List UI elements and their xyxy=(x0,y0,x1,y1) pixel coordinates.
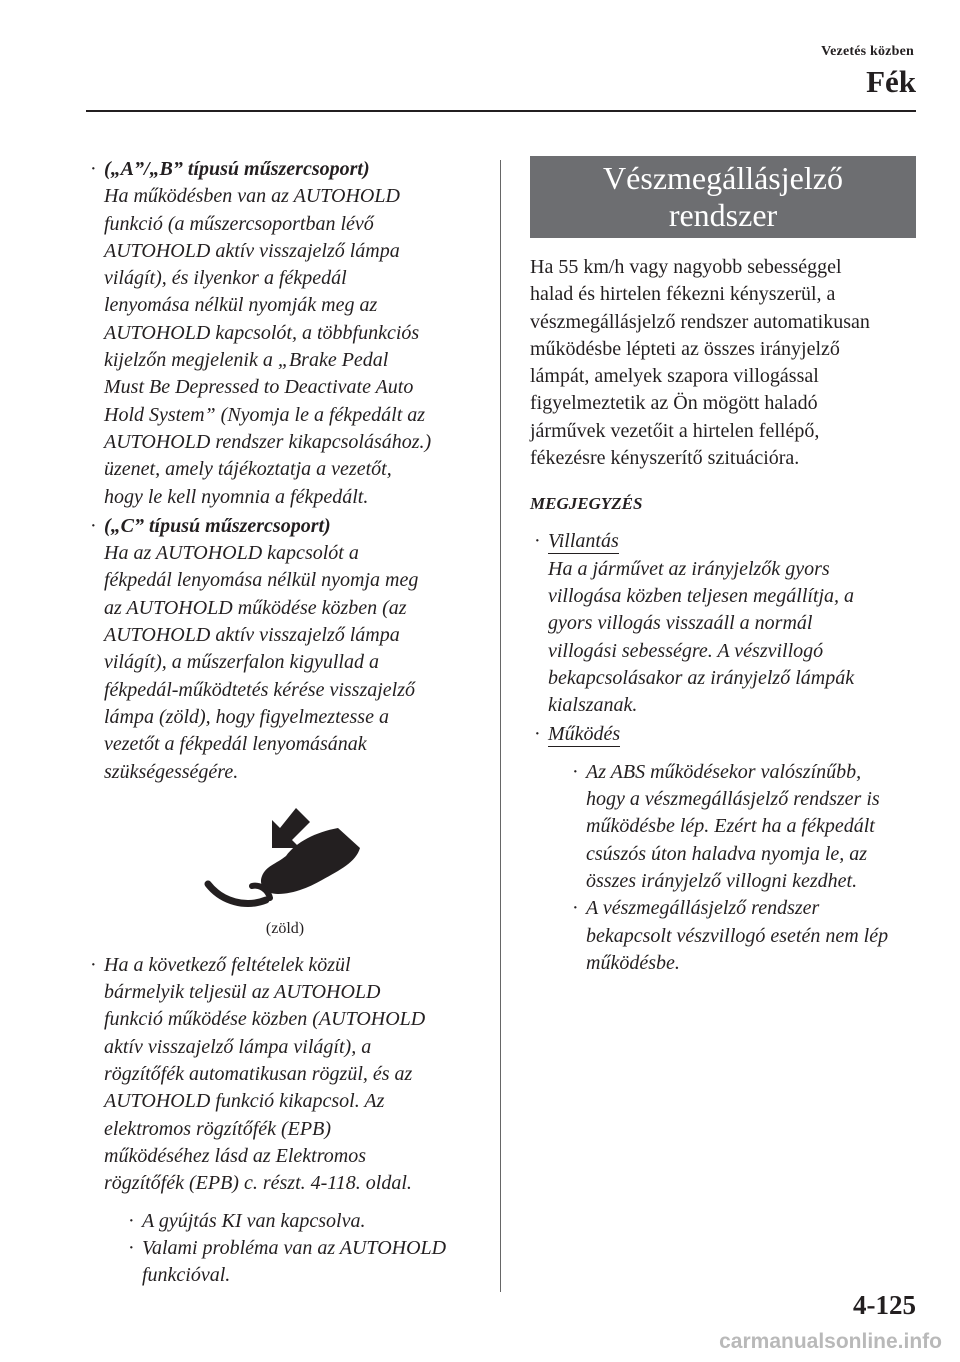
text-line: üzenet, amely tájékoztatja a vezetőt, xyxy=(104,458,392,481)
section-banner xyxy=(530,156,916,238)
bullet-dot: · xyxy=(128,1236,135,1259)
text-line: fékezésre kényszerítő szituációra. xyxy=(530,447,800,470)
text-line: Must Be Depressed to Deactivate Auto xyxy=(104,376,414,399)
note-item-villantas xyxy=(530,528,918,719)
bullet-item-conditions xyxy=(86,952,484,1290)
bullet-dot: · xyxy=(534,530,541,553)
text-line: AUTOHOLD kapcsolót, a többfunkciós xyxy=(104,321,420,344)
note-list xyxy=(530,528,918,977)
banner-line: Vészmegállásjelző xyxy=(603,160,843,196)
brake-pedal-figure xyxy=(86,804,484,938)
text-line: csúszós úton haladva nyomja le, az xyxy=(586,842,868,865)
text-line: Az ABS működésekor valószínűbb, xyxy=(586,760,862,783)
text-line: elektromos rögzítőfék (EPB) xyxy=(104,1117,331,1140)
sub-list xyxy=(104,1208,484,1290)
text-line: rögzítőfék automatikusan rögzül, és az xyxy=(104,1063,413,1086)
text-line: vészmegállásjelző rendszer automatikusan xyxy=(530,310,870,333)
text-line: funkció (a műszercsoportban lévő xyxy=(104,212,374,235)
brake-pedal-foot-icon xyxy=(200,804,370,916)
text-line: kijelzőn megjelenik a „Brake Pedal xyxy=(104,349,389,372)
bullet-dot: · xyxy=(128,1209,135,1232)
text-line: lenyomása nélkül nyomják meg az xyxy=(104,294,378,317)
text-line: Ha a következő feltételek közül xyxy=(104,953,351,976)
text-line: A gyújtás KI van kapcsolva. xyxy=(142,1209,366,1232)
page-number: 4-125 xyxy=(853,1290,916,1320)
header-divider xyxy=(86,110,916,112)
text-line: halad és hirtelen fékezni kényszerül, a xyxy=(530,283,836,306)
text-line: A vészmegállásjelző rendszer xyxy=(586,897,820,920)
text-line: szükségességére. xyxy=(104,760,239,783)
section-title: Vezetés közben xyxy=(821,44,914,59)
text-line: működésbe lép. Ezért ha a fékpedált xyxy=(586,815,875,838)
column-divider xyxy=(500,160,501,1292)
text-line: az AUTOHOLD működése közben (az xyxy=(104,596,407,619)
text-line: Ha 55 km/h vagy nagyobb sebességgel xyxy=(530,256,842,278)
text-line: villogása közben teljesen megállítja, a xyxy=(548,584,855,607)
text-line: Ha működésben van az AUTOHOLD xyxy=(104,185,400,208)
note-title: Működés xyxy=(548,723,621,746)
text-line: működésbe lépteti az összes irányjelző xyxy=(530,337,840,360)
text-line: AUTOHOLD aktív visszajelző lámpa xyxy=(104,624,400,647)
text-line: hogy le kell nyomnia a fékpedált. xyxy=(104,485,369,508)
text-line: járművek vezetőit a hirtelen fellépő, xyxy=(530,419,820,442)
sub-bullet-item xyxy=(124,1208,484,1235)
text-line: működésbe. xyxy=(586,951,680,974)
sub-bullet-item xyxy=(124,1235,484,1290)
text-line: funkció működése közben (AUTOHOLD xyxy=(104,1008,426,1031)
bullet-dot: · xyxy=(90,158,97,180)
banner-line: rendszer xyxy=(668,197,778,233)
sub-bullet-item xyxy=(568,895,918,977)
text-line: Ha a járművet az irányjelzők gyors xyxy=(548,557,830,580)
bullet-dot: · xyxy=(90,514,97,537)
text-line: összes irányjelző villogni kezdhet. xyxy=(586,869,858,892)
note-heading: MEGJEGYZÉS xyxy=(530,494,643,514)
bullet-dot: · xyxy=(572,897,579,920)
text-line: Ha az AUTOHOLD kapcsolót a xyxy=(104,542,359,565)
text-line: bármelyik teljesül az AUTOHOLD xyxy=(104,981,381,1004)
text-line: bekapcsolt vészvillogó esetén nem lép xyxy=(586,924,889,947)
text-line: gyors villogás visszaáll a normál xyxy=(548,612,813,635)
text-line: aktív visszajelző lámpa világít), a xyxy=(104,1035,372,1058)
sub-list xyxy=(548,759,918,977)
text-line: fékpedál lenyomása nélkül nyomja meg xyxy=(104,569,419,592)
text-line: rögzítőfék (EPB) c. részt. 4-118. oldal. xyxy=(104,1172,412,1195)
bullet-title: („C” típusú műszercsoport) xyxy=(104,514,331,537)
text-line: vezetőt a fékpedál lenyomásának xyxy=(104,733,367,756)
bullet-title: („A”/„B” típusú műszercsoport) xyxy=(104,158,370,180)
text-line: funkcióval. xyxy=(142,1264,231,1287)
intro-paragraph xyxy=(530,254,918,472)
text-line: hogy a vészmegállásjelző rendszer is xyxy=(586,788,880,811)
page-title: Fék xyxy=(866,64,916,99)
text-line: lámpát, amelyek szapora villogással xyxy=(530,365,819,388)
note-item-mukodes xyxy=(530,721,918,977)
sub-bullet-item xyxy=(568,759,918,895)
bullet-dot: · xyxy=(572,760,579,783)
bullet-dot: · xyxy=(534,723,541,746)
text-line: világít), és ilyenkor a fékpedál xyxy=(104,267,347,290)
text-line: bekapcsolásakor az irányjelző lámpák xyxy=(548,666,855,689)
bullet-dot: · xyxy=(90,953,97,976)
note-title: Villantás xyxy=(548,530,619,553)
text-line: lámpa (zöld), hogy figyelmeztesse a xyxy=(104,705,389,728)
text-line: világít), a műszerfalon kigyullad a xyxy=(104,651,379,674)
text-line: Hold System” (Nyomja le a fékpedált az xyxy=(104,403,426,426)
text-line: AUTOHOLD aktív visszajelző lámpa xyxy=(104,239,400,262)
text-line: AUTOHOLD rendszer kikapcsolásához.) xyxy=(104,430,432,453)
bullet-item-cluster-ab xyxy=(86,156,484,511)
text-line: figyelmeztetik az Ön mögött haladó xyxy=(530,392,818,415)
figure-caption: (zöld) xyxy=(265,919,305,937)
text-line: kialszanak. xyxy=(548,694,638,717)
text-line: villogási sebességre. A vészvillogó xyxy=(548,639,824,662)
text-line: működéséhez lásd az Elektromos xyxy=(104,1144,366,1167)
bullet-item-cluster-c xyxy=(86,513,484,786)
left-column xyxy=(86,156,484,1289)
text-line: fékpedál-működtetés kérése visszajelző xyxy=(104,678,416,701)
text-line: AUTOHOLD funkció kikapcsol. Az xyxy=(104,1090,385,1113)
right-column xyxy=(530,156,918,977)
watermark-text: carmanualsonline.info xyxy=(719,1330,942,1353)
text-line: Valami probléma van az AUTOHOLD xyxy=(142,1236,447,1259)
